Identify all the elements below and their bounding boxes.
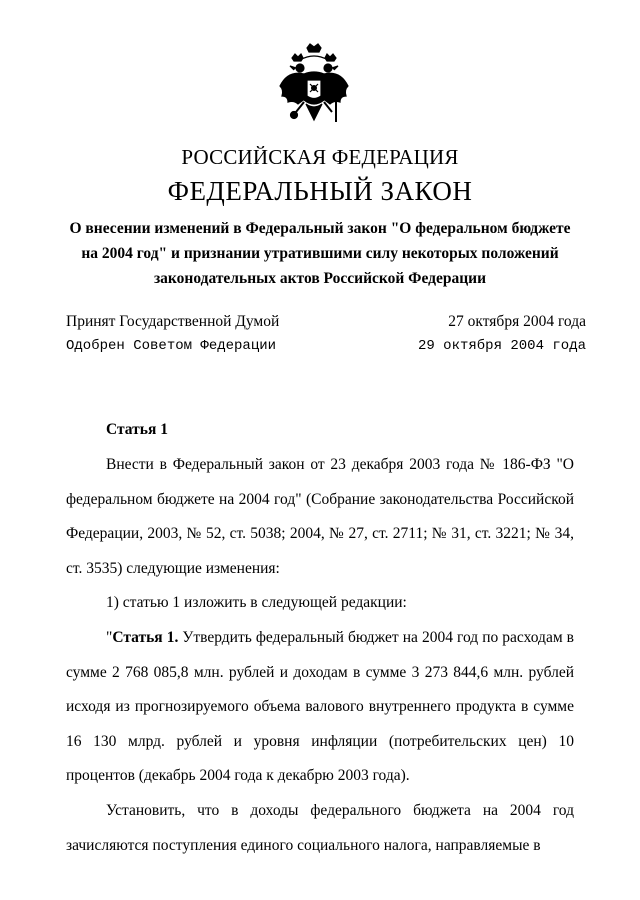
adoption-label: Принят Государственной Думой [66, 313, 280, 330]
article-paragraph: 1) статью 1 изложить в следующей редакции: [106, 594, 407, 611]
article-heading: Статья 1 [106, 421, 168, 438]
quoted-article-heading: Статья 1. [112, 629, 179, 646]
quoted-article-paragraph [66, 621, 574, 794]
adoption-label: Одобрен Советом Федерации [66, 338, 277, 354]
article-paragraph: Внести в Федеральный закон от 23 декабря 2003 года № 186-ФЗ "О федеральном бюджете на 2004 год" (Собрание законодательства Российской Федерации, 2003, № 52, ст. 5038; 2004, № 27, ст. 2711; № 31, ст. 3221; № 34, ст. 3535) следующие изменения: [66, 456, 574, 577]
country-name: РОССИЙСКАЯ ФЕДЕРАЦИЯ [181, 145, 459, 169]
russian-coat-of-arms-icon [274, 42, 354, 138]
quoted-article-text: Утвердить федеральный бюджет на 2004 год по расходам в сумме 2 768 085,8 млн. рублей и доходам в сумме 3 273 844,6 млн. рублей исходя из прогнозируемого объема валового внутреннего продукта в сумме 16 130 млрд. рублей и уровня инфляции (потребительских цен) 10 процентов (декабрь 2004 года к декабрю 2003 года). [66, 629, 574, 784]
adoption-date: 29 октября 2004 года [417, 338, 586, 354]
article-paragraph: Установить, что в доходы федерального бюджета на 2004 год зачисляются поступления единого социального налога, направляемые в [66, 802, 574, 854]
adoption-date: 27 октября 2004 года [448, 313, 586, 330]
law-type-heading: ФЕДЕРАЛЬНЫЙ ЗАКОН [167, 176, 473, 206]
quote-mark: " [106, 629, 113, 646]
law-title: О внесении изменений в Федеральный закон "О федеральном бюджете на 2004 год" и признании утратившими силу некоторых положений законодательных актов Российской Федерации [69, 220, 571, 287]
